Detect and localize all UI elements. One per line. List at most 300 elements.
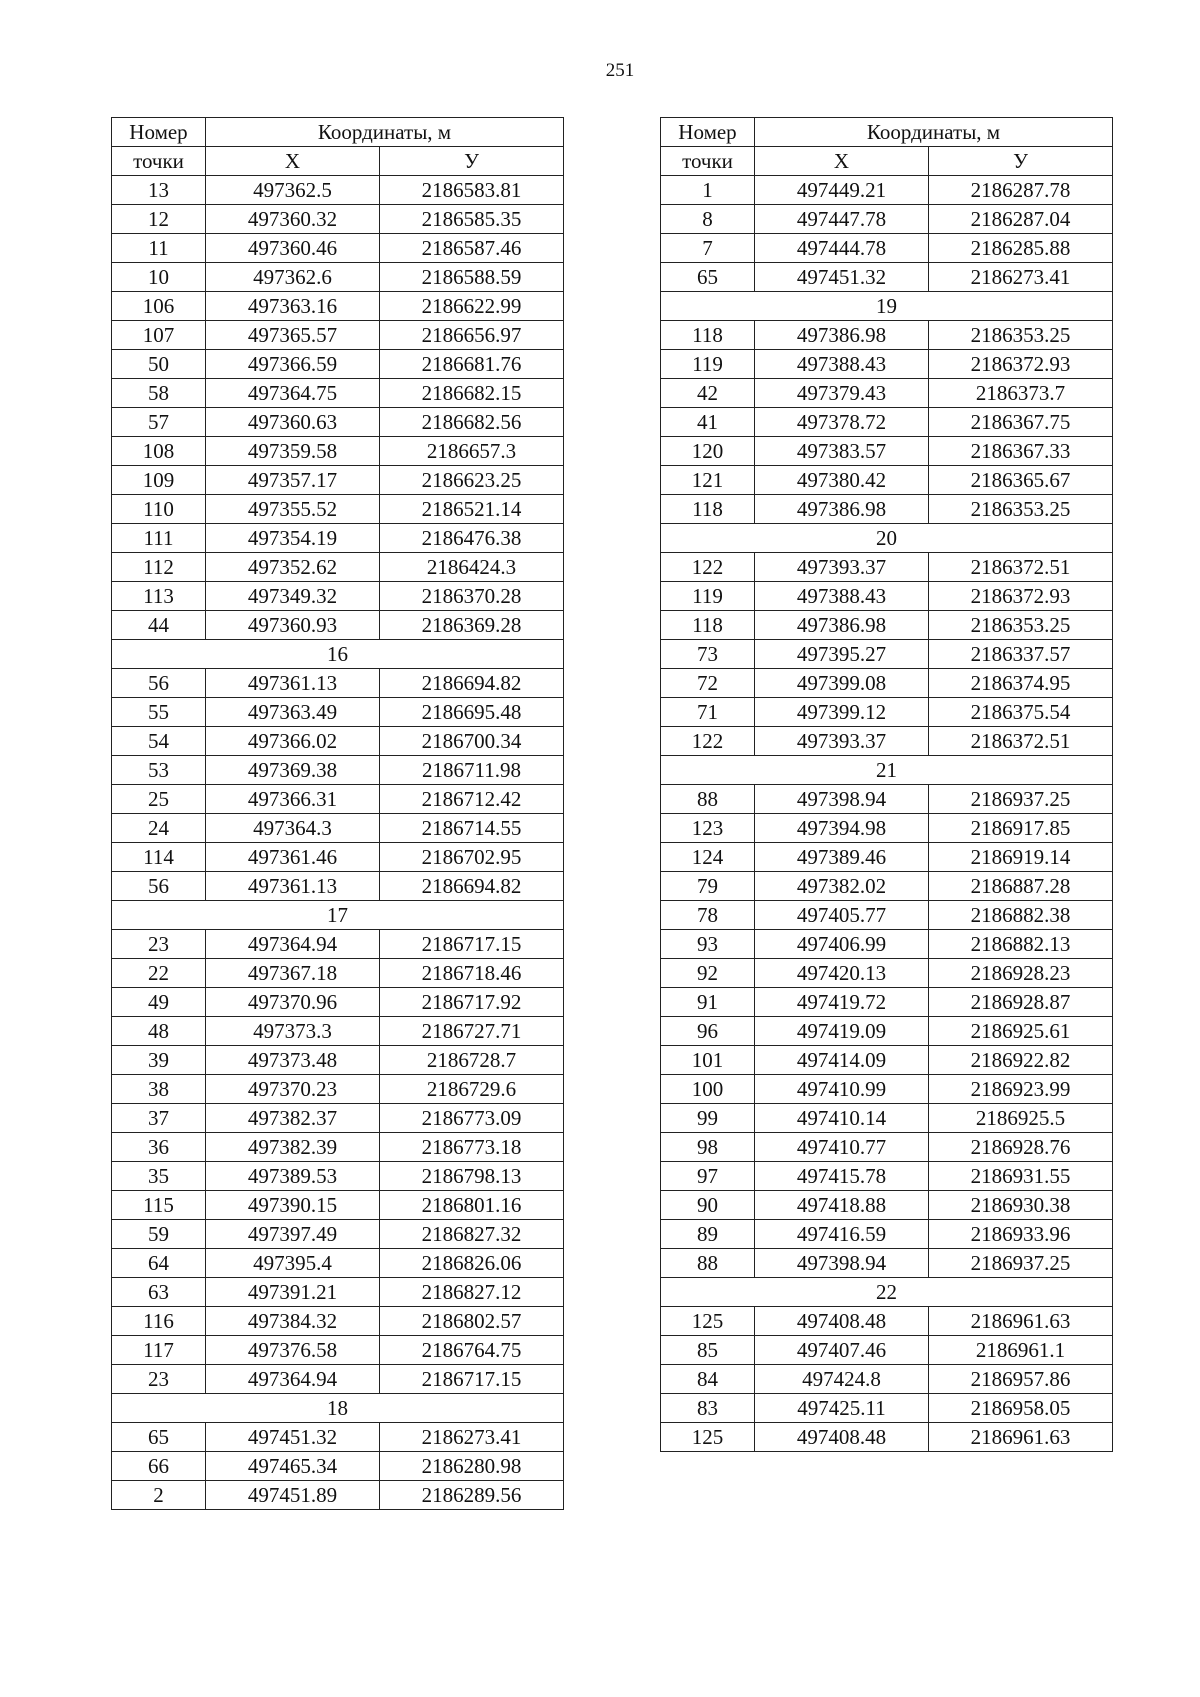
x-coordinate-cell: 497415.78: [755, 1162, 929, 1191]
table-row: [112, 437, 564, 466]
point-number-cell: 111: [112, 524, 206, 553]
table-row: [112, 1452, 564, 1481]
table-row: [661, 263, 1113, 292]
y-coordinate-cell: 2186587.46: [380, 234, 564, 263]
table-row: [112, 669, 564, 698]
point-number-cell: 108: [112, 437, 206, 466]
section-number-cell: 19: [661, 292, 1113, 321]
y-coordinate-cell: 2186827.12: [380, 1278, 564, 1307]
table-row: [661, 408, 1113, 437]
x-coordinate-cell: 497444.78: [755, 234, 929, 263]
header-x-label: X: [755, 147, 929, 176]
table-row: [112, 408, 564, 437]
header-number-label-line2: точки: [112, 147, 206, 176]
x-coordinate-cell: 497367.18: [206, 959, 380, 988]
table-row: [661, 901, 1113, 930]
x-coordinate-cell: 497382.02: [755, 872, 929, 901]
point-number-cell: 50: [112, 350, 206, 379]
y-coordinate-cell: 2186961.63: [929, 1307, 1113, 1336]
x-coordinate-cell: 497390.15: [206, 1191, 380, 1220]
table-row: [112, 1046, 564, 1075]
table-row: [661, 959, 1113, 988]
point-number-cell: 2: [112, 1481, 206, 1510]
x-coordinate-cell: 497365.57: [206, 321, 380, 350]
x-coordinate-cell: 497379.43: [755, 379, 929, 408]
x-coordinate-cell: 497360.32: [206, 205, 380, 234]
y-coordinate-cell: 2186280.98: [380, 1452, 564, 1481]
table-row: [112, 988, 564, 1017]
point-number-cell: 79: [661, 872, 755, 901]
y-coordinate-cell: 2186682.15: [380, 379, 564, 408]
point-number-cell: 83: [661, 1394, 755, 1423]
point-number-cell: 121: [661, 466, 755, 495]
table-row: [661, 930, 1113, 959]
x-coordinate-cell: 497447.78: [755, 205, 929, 234]
y-coordinate-cell: 2186273.41: [929, 263, 1113, 292]
x-coordinate-cell: 497363.16: [206, 292, 380, 321]
x-coordinate-cell: 497354.19: [206, 524, 380, 553]
y-coordinate-cell: 2186622.99: [380, 292, 564, 321]
x-coordinate-cell: 497366.31: [206, 785, 380, 814]
point-number-cell: 65: [112, 1423, 206, 1452]
header-number-label: Номер: [661, 118, 755, 147]
x-coordinate-cell: 497380.42: [755, 466, 929, 495]
page-number: 251: [605, 60, 635, 81]
table-row: [661, 1220, 1113, 1249]
y-coordinate-cell: 2186764.75: [380, 1336, 564, 1365]
x-coordinate-cell: 497420.13: [755, 959, 929, 988]
x-coordinate-cell: 497364.94: [206, 1365, 380, 1394]
x-coordinate-cell: 497419.09: [755, 1017, 929, 1046]
table-row: [112, 1481, 564, 1510]
section-number-cell: 20: [661, 524, 1113, 553]
point-number-cell: 91: [661, 988, 755, 1017]
table-row: [112, 263, 564, 292]
y-coordinate-cell: 2186711.98: [380, 756, 564, 785]
x-coordinate-cell: 497416.59: [755, 1220, 929, 1249]
point-number-cell: 12: [112, 205, 206, 234]
y-coordinate-cell: 2186287.78: [929, 176, 1113, 205]
x-coordinate-cell: 497406.99: [755, 930, 929, 959]
x-coordinate-cell: 497378.72: [755, 408, 929, 437]
section-row: [112, 901, 564, 930]
point-number-cell: 23: [112, 930, 206, 959]
y-coordinate-cell: 2186882.38: [929, 901, 1113, 930]
y-coordinate-cell: 2186928.23: [929, 959, 1113, 988]
x-coordinate-cell: 497389.53: [206, 1162, 380, 1191]
y-coordinate-cell: 2186930.38: [929, 1191, 1113, 1220]
y-coordinate-cell: 2186882.13: [929, 930, 1113, 959]
point-number-cell: 49: [112, 988, 206, 1017]
x-coordinate-cell: 497386.98: [755, 321, 929, 350]
point-number-cell: 124: [661, 843, 755, 872]
table-row: [112, 611, 564, 640]
table-row: [112, 466, 564, 495]
x-coordinate-cell: 497366.02: [206, 727, 380, 756]
y-coordinate-cell: 2186369.28: [380, 611, 564, 640]
y-coordinate-cell: 2186588.59: [380, 263, 564, 292]
y-coordinate-cell: 2186695.48: [380, 698, 564, 727]
header-number-label: Номер: [112, 118, 206, 147]
point-number-cell: 122: [661, 727, 755, 756]
coordinates-table-right: [660, 117, 1113, 1452]
table-row: [112, 1104, 564, 1133]
x-coordinate-cell: 497397.49: [206, 1220, 380, 1249]
y-coordinate-cell: 2186367.33: [929, 437, 1113, 466]
x-coordinate-cell: 497394.98: [755, 814, 929, 843]
x-coordinate-cell: 497393.37: [755, 553, 929, 582]
x-coordinate-cell: 497361.13: [206, 872, 380, 901]
y-coordinate-cell: 2186353.25: [929, 611, 1113, 640]
point-number-cell: 110: [112, 495, 206, 524]
table-row: [661, 1394, 1113, 1423]
y-coordinate-cell: 2186928.87: [929, 988, 1113, 1017]
point-number-cell: 85: [661, 1336, 755, 1365]
point-number-cell: 23: [112, 1365, 206, 1394]
point-number-cell: 88: [661, 1249, 755, 1278]
y-coordinate-cell: 2186826.06: [380, 1249, 564, 1278]
table-row: [112, 1249, 564, 1278]
y-coordinate-cell: 2186717.15: [380, 1365, 564, 1394]
table-row: [661, 872, 1113, 901]
point-number-cell: 48: [112, 1017, 206, 1046]
x-coordinate-cell: 497408.48: [755, 1307, 929, 1336]
table-row: [661, 495, 1113, 524]
point-number-cell: 37: [112, 1104, 206, 1133]
header-x-label: X: [206, 147, 380, 176]
x-coordinate-cell: 497364.75: [206, 379, 380, 408]
x-coordinate-cell: 497382.37: [206, 1104, 380, 1133]
point-number-cell: 55: [112, 698, 206, 727]
point-number-cell: 116: [112, 1307, 206, 1336]
point-number-cell: 92: [661, 959, 755, 988]
point-number-cell: 84: [661, 1365, 755, 1394]
table-row: [661, 669, 1113, 698]
table-row: [661, 988, 1113, 1017]
y-coordinate-cell: 2186585.35: [380, 205, 564, 234]
point-number-cell: 96: [661, 1017, 755, 1046]
x-coordinate-cell: 497360.93: [206, 611, 380, 640]
x-coordinate-cell: 497364.94: [206, 930, 380, 959]
x-coordinate-cell: 497359.58: [206, 437, 380, 466]
y-coordinate-cell: 2186273.41: [380, 1423, 564, 1452]
point-number-cell: 115: [112, 1191, 206, 1220]
y-coordinate-cell: 2186773.18: [380, 1133, 564, 1162]
table-row: [112, 292, 564, 321]
point-number-cell: 54: [112, 727, 206, 756]
x-coordinate-cell: 497362.6: [206, 263, 380, 292]
y-coordinate-cell: 2186923.99: [929, 1075, 1113, 1104]
point-number-cell: 72: [661, 669, 755, 698]
point-number-cell: 112: [112, 553, 206, 582]
table-row: [112, 930, 564, 959]
section-number-cell: 18: [112, 1394, 564, 1423]
x-coordinate-cell: 497349.32: [206, 582, 380, 611]
x-coordinate-cell: 497451.32: [755, 263, 929, 292]
x-coordinate-cell: 497369.38: [206, 756, 380, 785]
x-coordinate-cell: 497419.72: [755, 988, 929, 1017]
table-row: [112, 756, 564, 785]
x-coordinate-cell: 497410.99: [755, 1075, 929, 1104]
x-coordinate-cell: 497384.32: [206, 1307, 380, 1336]
table-row: [661, 1046, 1113, 1075]
point-number-cell: 56: [112, 669, 206, 698]
y-coordinate-cell: 2186931.55: [929, 1162, 1113, 1191]
point-number-cell: 35: [112, 1162, 206, 1191]
section-row: [661, 524, 1113, 553]
point-number-cell: 125: [661, 1307, 755, 1336]
x-coordinate-cell: 497360.46: [206, 234, 380, 263]
section-row: [661, 756, 1113, 785]
point-number-cell: 107: [112, 321, 206, 350]
x-coordinate-cell: 497388.43: [755, 582, 929, 611]
x-coordinate-cell: 497399.12: [755, 698, 929, 727]
point-number-cell: 63: [112, 1278, 206, 1307]
point-number-cell: 120: [661, 437, 755, 466]
y-coordinate-cell: 2186727.71: [380, 1017, 564, 1046]
table-row: [661, 379, 1113, 408]
table-row: [661, 1336, 1113, 1365]
y-coordinate-cell: 2186372.51: [929, 553, 1113, 582]
x-coordinate-cell: 497451.89: [206, 1481, 380, 1510]
x-coordinate-cell: 497425.11: [755, 1394, 929, 1423]
y-coordinate-cell: 2186925.5: [929, 1104, 1113, 1133]
table-row: [661, 437, 1113, 466]
table-row: [112, 176, 564, 205]
table-row: [112, 1220, 564, 1249]
table-row: [112, 1075, 564, 1104]
table-row: [112, 1307, 564, 1336]
x-coordinate-cell: 497424.8: [755, 1365, 929, 1394]
point-number-cell: 59: [112, 1220, 206, 1249]
y-coordinate-cell: 2186827.32: [380, 1220, 564, 1249]
x-coordinate-cell: 497418.88: [755, 1191, 929, 1220]
table-row: [112, 495, 564, 524]
y-coordinate-cell: 2186718.46: [380, 959, 564, 988]
table-row: [112, 698, 564, 727]
y-coordinate-cell: 2186714.55: [380, 814, 564, 843]
table-row: [112, 727, 564, 756]
y-coordinate-cell: 2186694.82: [380, 872, 564, 901]
point-number-cell: 106: [112, 292, 206, 321]
coordinates-table-left: [111, 117, 564, 1510]
point-number-cell: 11: [112, 234, 206, 263]
x-coordinate-cell: 497393.37: [755, 727, 929, 756]
table-row: [661, 350, 1113, 379]
table-row: [661, 1423, 1113, 1452]
table-row: [661, 466, 1113, 495]
y-coordinate-cell: 2186717.92: [380, 988, 564, 1017]
point-number-cell: 38: [112, 1075, 206, 1104]
x-coordinate-cell: 497366.59: [206, 350, 380, 379]
y-coordinate-cell: 2186958.05: [929, 1394, 1113, 1423]
point-number-cell: 100: [661, 1075, 755, 1104]
point-number-cell: 7: [661, 234, 755, 263]
table-row: [112, 1365, 564, 1394]
y-coordinate-cell: 2186802.57: [380, 1307, 564, 1336]
table-row: [112, 1017, 564, 1046]
header-coordinates-label: Координаты, м: [755, 118, 1113, 147]
section-number-cell: 21: [661, 756, 1113, 785]
table-row: [112, 321, 564, 350]
point-number-cell: 118: [661, 495, 755, 524]
x-coordinate-cell: 497410.14: [755, 1104, 929, 1133]
table-row: [661, 814, 1113, 843]
y-coordinate-cell: 2186922.82: [929, 1046, 1113, 1075]
point-number-cell: 24: [112, 814, 206, 843]
table-row: [112, 1191, 564, 1220]
point-number-cell: 1: [661, 176, 755, 205]
table-row: [112, 1336, 564, 1365]
x-coordinate-cell: 497362.5: [206, 176, 380, 205]
x-coordinate-cell: 497395.27: [755, 640, 929, 669]
section-number-cell: 16: [112, 640, 564, 669]
table-row: [661, 1365, 1113, 1394]
y-coordinate-cell: 2186937.25: [929, 785, 1113, 814]
y-coordinate-cell: 2186365.67: [929, 466, 1113, 495]
x-coordinate-cell: 497391.21: [206, 1278, 380, 1307]
y-coordinate-cell: 2186287.04: [929, 205, 1113, 234]
point-number-cell: 78: [661, 901, 755, 930]
x-coordinate-cell: 497357.17: [206, 466, 380, 495]
x-coordinate-cell: 497355.52: [206, 495, 380, 524]
y-coordinate-cell: 2186337.57: [929, 640, 1113, 669]
y-coordinate-cell: 2186285.88: [929, 234, 1113, 263]
y-coordinate-cell: 2186928.76: [929, 1133, 1113, 1162]
point-number-cell: 117: [112, 1336, 206, 1365]
section-row: [112, 1394, 564, 1423]
table-row: [661, 205, 1113, 234]
y-coordinate-cell: 2186887.28: [929, 872, 1113, 901]
table-row: [661, 698, 1113, 727]
y-coordinate-cell: 2186353.25: [929, 321, 1113, 350]
point-number-cell: 64: [112, 1249, 206, 1278]
point-number-cell: 97: [661, 1162, 755, 1191]
point-number-cell: 89: [661, 1220, 755, 1249]
x-coordinate-cell: 497370.96: [206, 988, 380, 1017]
point-number-cell: 56: [112, 872, 206, 901]
table-row: [112, 524, 564, 553]
x-coordinate-cell: 497373.3: [206, 1017, 380, 1046]
x-coordinate-cell: 497376.58: [206, 1336, 380, 1365]
point-number-cell: 122: [661, 553, 755, 582]
y-coordinate-cell: 2186521.14: [380, 495, 564, 524]
x-coordinate-cell: 497363.49: [206, 698, 380, 727]
section-row: [112, 640, 564, 669]
table-row: [112, 959, 564, 988]
x-coordinate-cell: 497352.62: [206, 553, 380, 582]
table-row: [112, 1278, 564, 1307]
point-number-cell: 65: [661, 263, 755, 292]
point-number-cell: 8: [661, 205, 755, 234]
y-coordinate-cell: 2186657.3: [380, 437, 564, 466]
x-coordinate-cell: 497398.94: [755, 1249, 929, 1278]
table-row: [661, 553, 1113, 582]
x-coordinate-cell: 497405.77: [755, 901, 929, 930]
point-number-cell: 90: [661, 1191, 755, 1220]
table-row: [112, 350, 564, 379]
point-number-cell: 118: [661, 321, 755, 350]
x-coordinate-cell: 497407.46: [755, 1336, 929, 1365]
table-row: [661, 1017, 1113, 1046]
y-coordinate-cell: 2186773.09: [380, 1104, 564, 1133]
x-coordinate-cell: 497414.09: [755, 1046, 929, 1075]
y-coordinate-cell: 2186623.25: [380, 466, 564, 495]
point-number-cell: 119: [661, 350, 755, 379]
y-coordinate-cell: 2186375.54: [929, 698, 1113, 727]
point-number-cell: 119: [661, 582, 755, 611]
y-coordinate-cell: 2186694.82: [380, 669, 564, 698]
x-coordinate-cell: 497395.4: [206, 1249, 380, 1278]
x-coordinate-cell: 497389.46: [755, 843, 929, 872]
point-number-cell: 10: [112, 263, 206, 292]
point-number-cell: 109: [112, 466, 206, 495]
x-coordinate-cell: 497361.46: [206, 843, 380, 872]
table-row: [112, 843, 564, 872]
section-number-cell: 22: [661, 1278, 1113, 1307]
section-number-cell: 17: [112, 901, 564, 930]
section-row: [661, 292, 1113, 321]
point-number-cell: 22: [112, 959, 206, 988]
y-coordinate-cell: 2186957.86: [929, 1365, 1113, 1394]
point-number-cell: 66: [112, 1452, 206, 1481]
y-coordinate-cell: 2186372.51: [929, 727, 1113, 756]
table-row: [112, 1423, 564, 1452]
y-coordinate-cell: 2186372.93: [929, 350, 1113, 379]
x-coordinate-cell: 497410.77: [755, 1133, 929, 1162]
y-coordinate-cell: 2186933.96: [929, 1220, 1113, 1249]
y-coordinate-cell: 2186583.81: [380, 176, 564, 205]
table-row: [661, 640, 1113, 669]
y-coordinate-cell: 2186372.93: [929, 582, 1113, 611]
table-row: [112, 785, 564, 814]
y-coordinate-cell: 2186919.14: [929, 843, 1113, 872]
section-row: [661, 1278, 1113, 1307]
x-coordinate-cell: 497382.39: [206, 1133, 380, 1162]
x-coordinate-cell: 497451.32: [206, 1423, 380, 1452]
point-number-cell: 73: [661, 640, 755, 669]
x-coordinate-cell: 497465.34: [206, 1452, 380, 1481]
table-row: [112, 872, 564, 901]
x-coordinate-cell: 497408.48: [755, 1423, 929, 1452]
table-row: [661, 321, 1113, 350]
header-coordinates-label: Координаты, м: [206, 118, 564, 147]
table-row: [112, 814, 564, 843]
x-coordinate-cell: 497383.57: [755, 437, 929, 466]
y-coordinate-cell: 2186476.38: [380, 524, 564, 553]
y-coordinate-cell: 2186656.97: [380, 321, 564, 350]
x-coordinate-cell: 497399.08: [755, 669, 929, 698]
y-coordinate-cell: 2186702.95: [380, 843, 564, 872]
table-row: [661, 582, 1113, 611]
point-number-cell: 44: [112, 611, 206, 640]
y-coordinate-cell: 2186798.13: [380, 1162, 564, 1191]
header-y-label: У: [380, 147, 564, 176]
header-number-label-line2: точки: [661, 147, 755, 176]
point-number-cell: 101: [661, 1046, 755, 1075]
table-row: [661, 1249, 1113, 1278]
y-coordinate-cell: 2186961.63: [929, 1423, 1113, 1452]
point-number-cell: 99: [661, 1104, 755, 1133]
x-coordinate-cell: 497360.63: [206, 408, 380, 437]
table-row: [112, 553, 564, 582]
y-coordinate-cell: 2186681.76: [380, 350, 564, 379]
table-row: [661, 1307, 1113, 1336]
table-row: [661, 1075, 1113, 1104]
y-coordinate-cell: 2186289.56: [380, 1481, 564, 1510]
y-coordinate-cell: 2186374.95: [929, 669, 1113, 698]
table-row: [112, 1162, 564, 1191]
